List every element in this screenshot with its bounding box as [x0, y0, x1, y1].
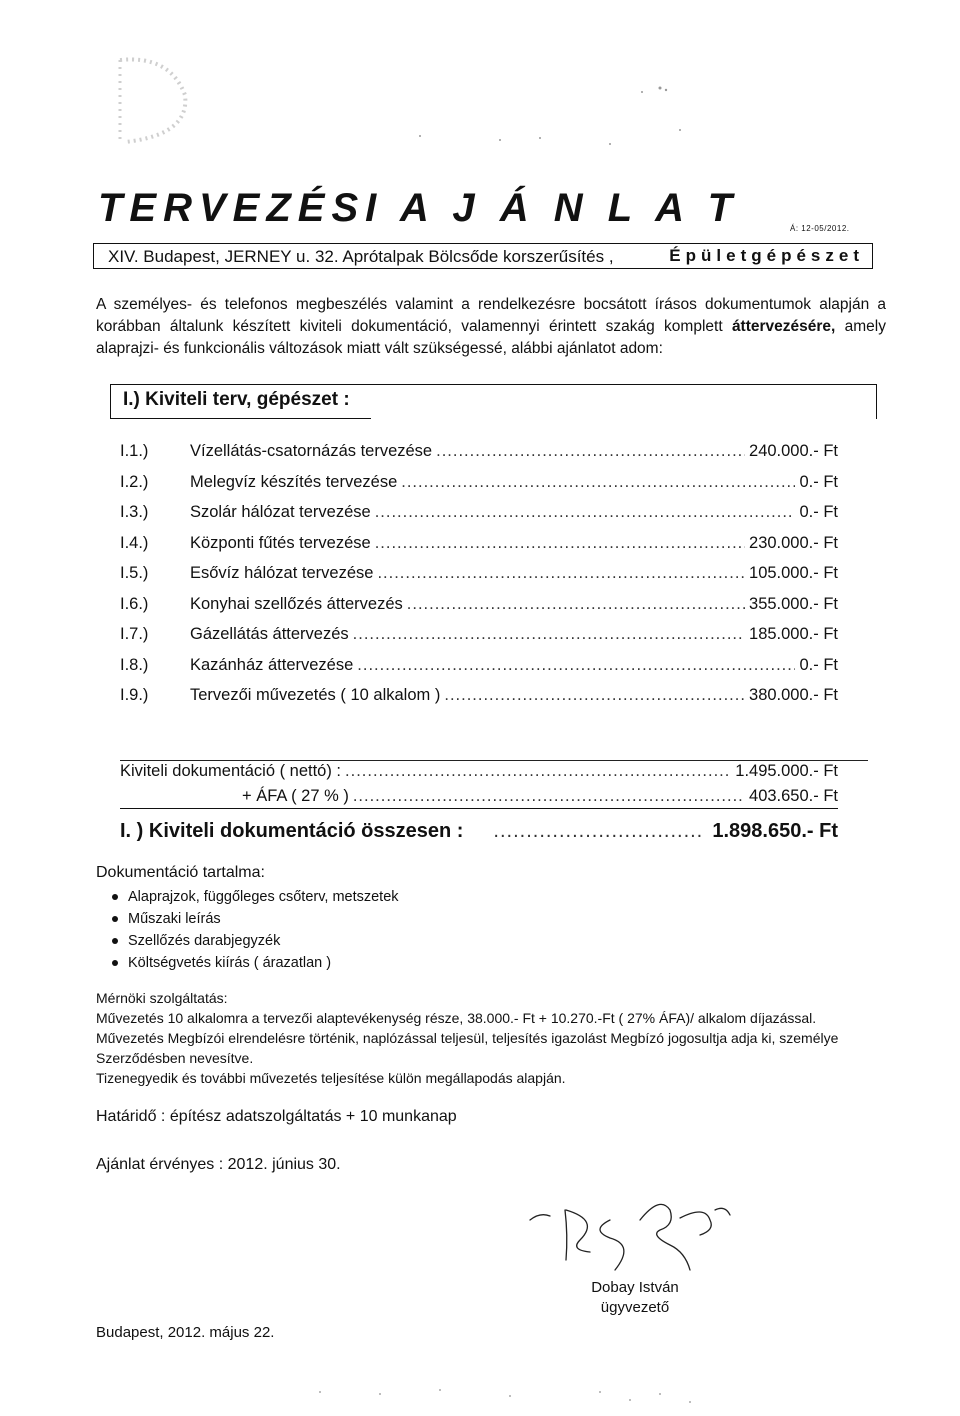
item-number: I.4.): [120, 533, 149, 552]
handwritten-signature: [510, 1190, 740, 1280]
item-number: I.1.): [120, 442, 149, 460]
net-total-row: [120, 762, 838, 787]
item-number: I.6.): [120, 594, 149, 613]
leader-dots: [493, 820, 704, 843]
list-item: [112, 886, 399, 908]
item-label: Konyhai szellőzés áttervezés: [190, 594, 403, 613]
list-item: [112, 908, 399, 930]
list-item-text: Költségvetés kiírás ( árazatlan ): [128, 955, 332, 971]
leader-dots: [375, 503, 796, 522]
item-value: 240.000.- Ft: [749, 442, 838, 460]
bullet-icon: [112, 960, 118, 966]
net-total-label: Kiviteli dokumentáció ( nettó) :: [120, 762, 342, 780]
item-value: 185.000.- Ft: [749, 625, 838, 643]
item-value: 355.000.- Ft: [749, 594, 838, 613]
item-label: Kazánház áttervezése: [190, 655, 354, 674]
contents-list: [112, 886, 399, 974]
intro-bold: áttervezésére,: [731, 318, 836, 335]
leader-dots: [345, 762, 731, 781]
intro-text-1: A személyes- és telefonos megbeszélés valamint a rendelkezésre bocsátott írásos dokumentumok alapján a korábban általunk készített kiviteli dokumentáció, valamennyi érintett szakág komplett: [96, 296, 886, 335]
project-location: XIV. Budapest, JERNEY u. 32. Aprótalpak Bölcsőde korszerűsítés ,: [108, 247, 614, 266]
cost-item: [120, 564, 838, 595]
leader-dots: [357, 656, 795, 675]
document-title: TERVEZÉSI A J Á N L A T: [98, 186, 740, 230]
item-value: 0.- Ft: [799, 655, 838, 674]
vat-label: + ÁFA ( 27 % ): [242, 787, 349, 805]
signer-name: Dobay István: [591, 1279, 679, 1296]
totals-block: [120, 762, 838, 852]
cost-item: [120, 534, 838, 565]
intro-paragraph: [96, 294, 886, 360]
signer-role: ügyvezető: [600, 1299, 670, 1316]
item-number: I.9.): [120, 686, 149, 704]
engineering-text: [96, 1008, 886, 1088]
list-item: [112, 952, 399, 974]
leader-dots: [407, 595, 745, 614]
bullet-icon: [112, 916, 118, 922]
list-item: [112, 930, 399, 952]
cost-item: [120, 442, 838, 473]
item-label: Szolár hálózat tervezése: [190, 503, 371, 521]
signer-block: [560, 1278, 710, 1318]
grand-total-value: 1.898.650.- Ft: [712, 820, 838, 842]
item-number: I.3.): [120, 503, 149, 521]
place-date: Budapest, 2012. május 22.: [96, 1324, 275, 1341]
engineering-line: Tizenegyedik és további művezetés teljesítése külön megállapodás alapján.: [96, 1070, 566, 1086]
cost-items-list: [120, 442, 838, 717]
item-label: Tervezői művezetés ( 10 alkalom ): [190, 686, 441, 704]
item-value: 105.000.- Ft: [749, 564, 838, 582]
bullet-icon: [112, 938, 118, 944]
item-label: Esővíz hálózat tervezése: [190, 564, 374, 582]
vat-value: 403.650.- Ft: [749, 787, 838, 805]
cost-item: [120, 595, 838, 626]
list-item-text: Alaprajzok, függőleges csőterv, metszetek: [128, 889, 399, 905]
item-value: 0.- Ft: [799, 503, 838, 521]
list-item-text: Szellőzés darabjegyzék: [128, 933, 281, 949]
item-label: Központi fűtés tervezése: [190, 533, 371, 552]
item-number: I.2.): [120, 472, 149, 491]
intro-text-2: amely alaprajzi- és funkcionális változások miatt vált szükségessé, alábbi ajánlatot adom:: [96, 318, 887, 357]
section-header-box: [110, 384, 877, 419]
engineering-title: Mérnöki szolgáltatás:: [96, 990, 228, 1006]
engineering-line: Művezetés Megbízói elrendelésre történik, naplózással teljesül, teljesítés igazolást Megbízó jogosultja adja ki, személye Szerződésben nevesítve.: [96, 1030, 839, 1066]
contents-title: Dokumentáció tartalma:: [96, 864, 265, 881]
leader-dots: [353, 787, 745, 806]
deadline-text: Határidő : építész adatszolgáltatás + 10 munkanap: [96, 1108, 457, 1125]
cost-item: [120, 656, 838, 687]
item-number: I.7.): [120, 625, 149, 643]
item-number: I.5.): [120, 564, 149, 582]
cost-item: [120, 625, 838, 656]
leader-dots: [444, 686, 745, 705]
leader-dots: [377, 564, 745, 583]
leader-dots: [353, 625, 745, 644]
leader-dots: [401, 473, 795, 492]
list-item-text: Műszaki leírás: [128, 911, 221, 927]
net-total-value: 1.495.000.- Ft: [735, 762, 838, 780]
item-value: 0.- Ft: [799, 472, 838, 491]
cost-item: [120, 503, 838, 534]
item-label: Gázellátás áttervezés: [190, 625, 349, 643]
scan-noise-top: [380, 60, 720, 150]
company-logo-stamp: [100, 50, 220, 150]
vat-row: [120, 787, 838, 812]
cost-item: [120, 686, 838, 717]
section-title: I.) Kiviteli terv, gépészet :: [123, 389, 350, 410]
leader-dots: [375, 534, 745, 553]
item-label: Melegvíz készítés tervezése: [190, 472, 398, 491]
item-label: Vízellátás-csatornázás tervezése: [190, 442, 433, 460]
validity-text: Ajánlat érvényes : 2012. június 30.: [96, 1156, 341, 1173]
scan-noise-bottom: [300, 1384, 720, 1408]
item-value: 230.000.- Ft: [749, 533, 838, 552]
bullet-icon: [112, 894, 118, 900]
cost-item: [120, 473, 838, 504]
item-value: 380.000.- Ft: [749, 686, 838, 704]
discipline-label: Épületgépészet: [669, 246, 864, 265]
divider-line: [120, 760, 868, 761]
grand-total-row: [120, 820, 838, 852]
header-box: [93, 243, 873, 269]
leader-dots: [436, 442, 745, 461]
item-number: I.8.): [120, 655, 149, 674]
engineering-line: Művezetés 10 alkalomra a tervezői alaptevékenység része, 38.000.- Ft + 10.270.-Ft ( 27% ÁFA)/ alkalom díjazással.: [96, 1010, 817, 1026]
reference-number: Á: 12-05/2012.: [790, 224, 850, 233]
grand-total-label: I. ) Kiviteli dokumentáció összesen :: [120, 820, 464, 842]
